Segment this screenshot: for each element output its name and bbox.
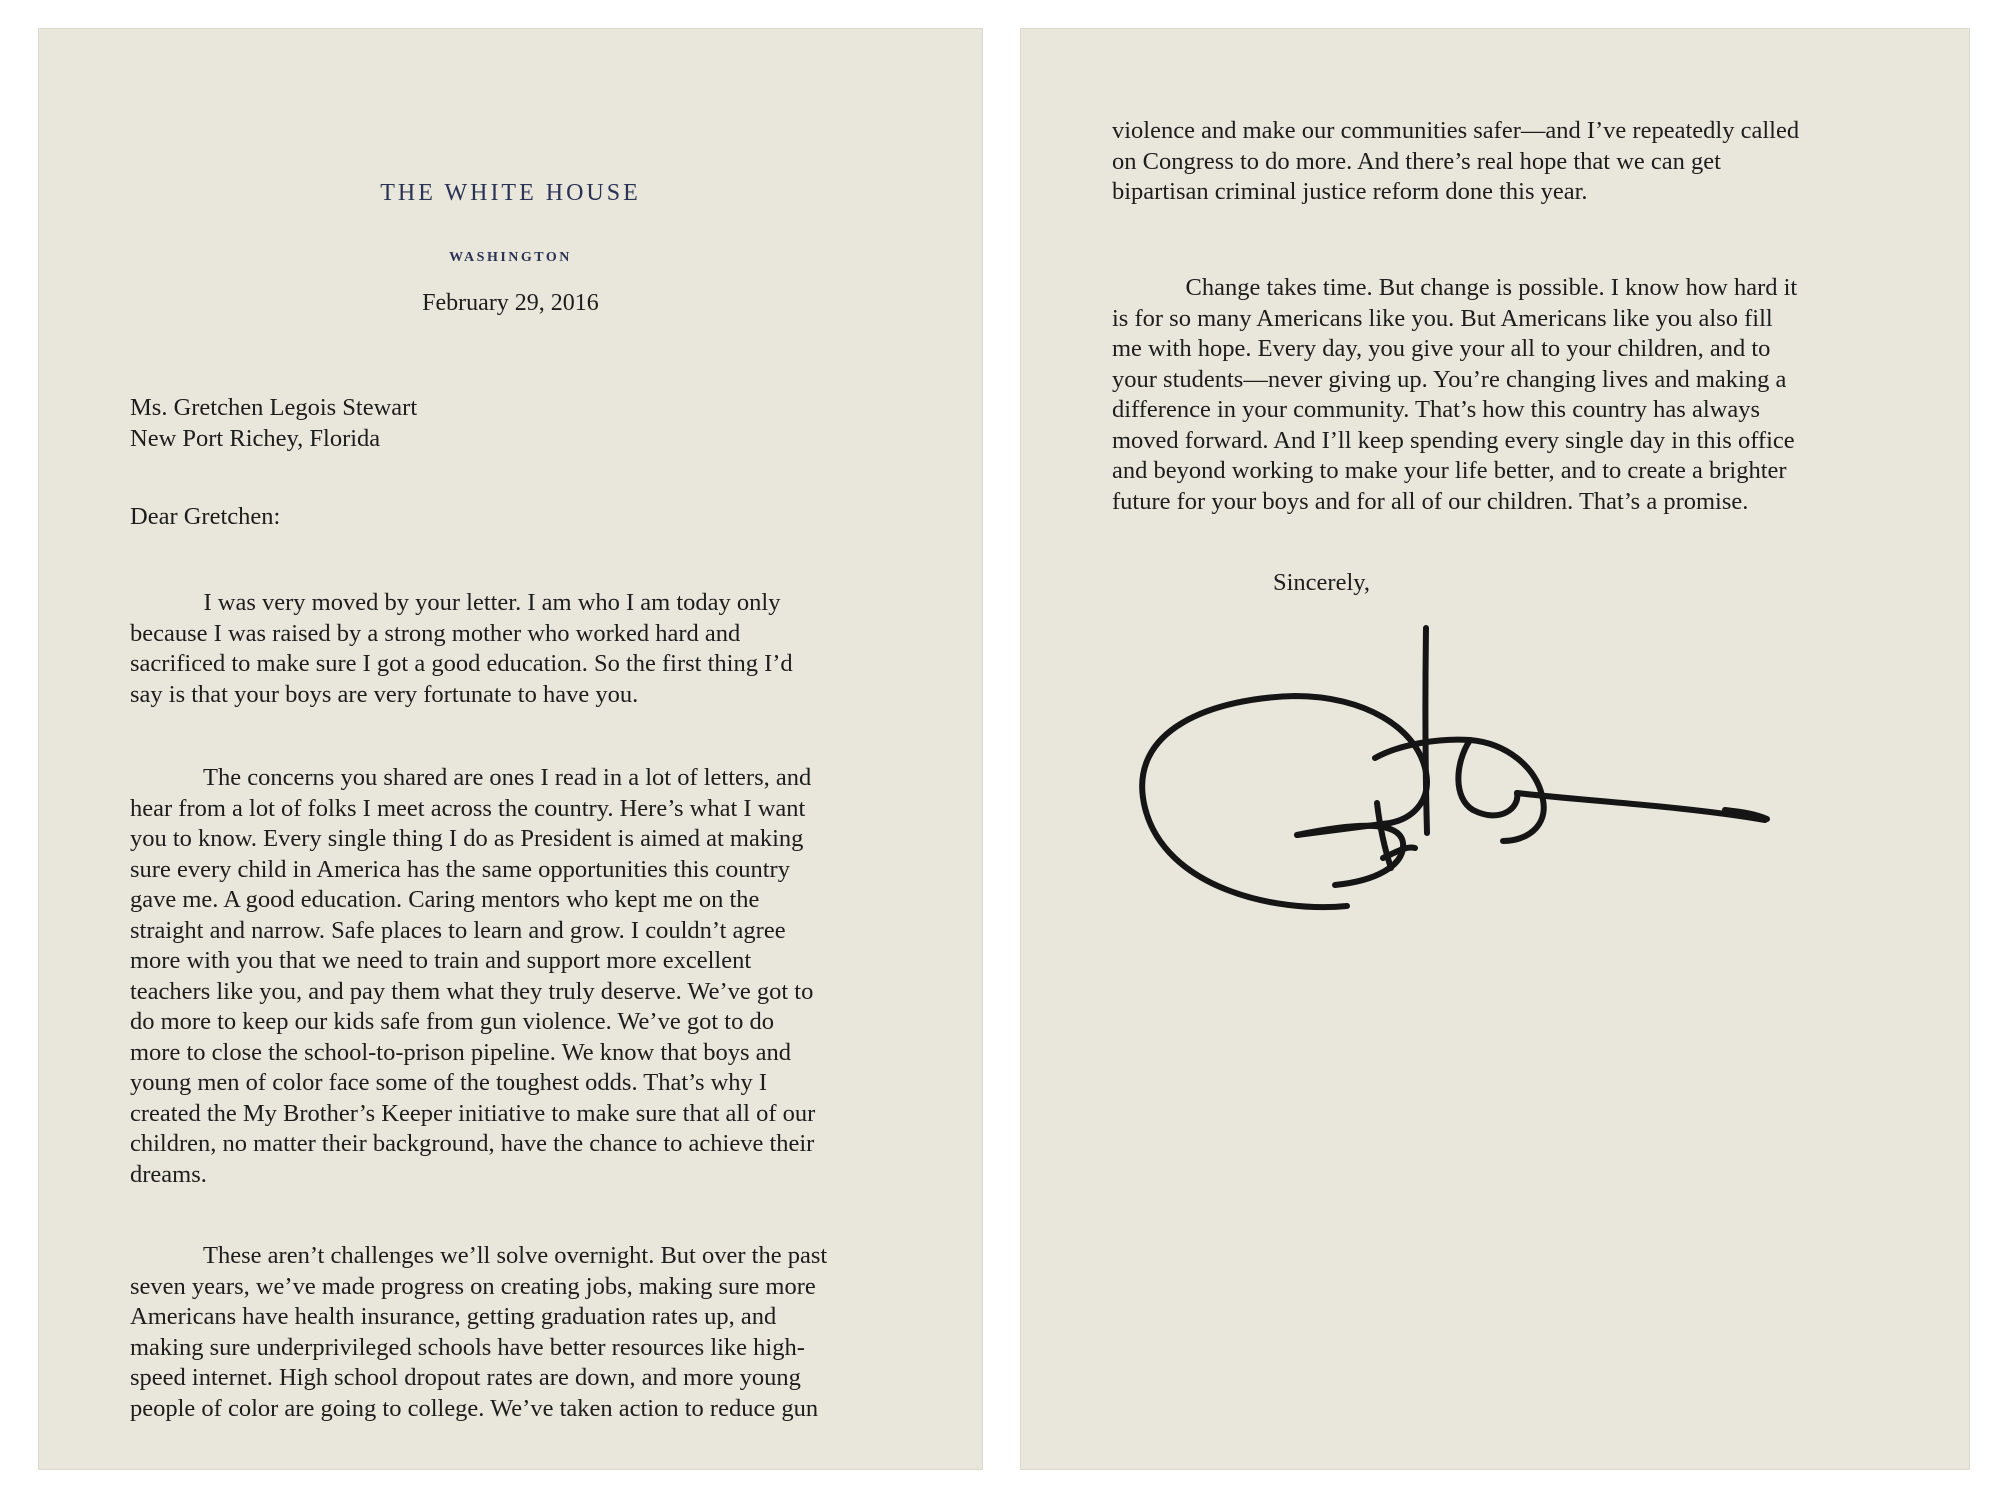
letter-page-2 [1020,28,1970,1470]
letter-page-1 [38,28,983,1470]
letterhead-subtitle: WASHINGTON [449,250,572,265]
body-paragraph-continued: violence and make our communities safer—and I’ve repeatedly called on Congress to do more. And there’s real hope that we can get bipartisan criminal justice reform done this year. [1112,117,1800,205]
body-paragraph: The concerns you shared are ones I read in a lot of letters, and hear from a lot of folks I meet across the country. Here’s what I want you to know. Every single thing I do as President is aimed at making sure every child in America has the same opportunities this country gave me. A good education. Caring mentors who kept me on the straight and narrow. Safe places to learn and grow. I couldn’t agree more with you that we need to train and support more excellent teachers like you, and pay them what they truly deserve. We’ve got to do more to keep our kids safe from gun violence. We’ve got to do more to close the school-to-prison pipeline. We know that boys and young men of color face some of the toughest odds. That’s why I created the My Brother’s Keeper initiative to make sure that all of our children, no matter their background, have the chance to achieve their dreams. [130,764,816,1188]
body-paragraph: I was very moved by your letter. I am who I am today only because I was raised by a strong mother who worked hard and sacrificed to make sure I got a good education. So the first thing I’d say is that your boys are very fortunate to have you. [130,589,793,708]
closing: Sincerely, [1273,569,1371,596]
recipient-name: Ms. Gretchen Legois Stewart [130,394,418,421]
recipient-address [130,393,417,454]
body-paragraph: Change takes time. But change is possible. I know how hard it is for so many Americans like you. But Americans like you also fill me with hope. Every day, you give your all to your children, and to your students—never giving up. You’re changing lives and making a difference in your community. That’s how this country has always moved forward. And I’ll keep spending every single day in this office and beyond working to make your life better, and to create a brighter future for your boys and for all of our children. That’s a promise. [1112,274,1798,515]
handwritten-signature [1125,588,1825,1008]
body-paragraph: These aren’t challenges we’ll solve overnight. But over the past seven years, we’ve made progress on creating jobs, making sure more Americans have health insurance, getting graduation rates up, and making sure underprivileged schools have better resources like high- speed internet. High school dropout rates are down, and more young people of color are going to college. We’ve taken action to reduce gun [130,1242,828,1422]
letterhead-title: THE WHITE HOUSE [380,180,641,206]
letter-date: February 29, 2016 [422,290,599,316]
recipient-city: New Port Richey, Florida [130,424,381,452]
salutation: Dear Gretchen: [130,503,281,530]
